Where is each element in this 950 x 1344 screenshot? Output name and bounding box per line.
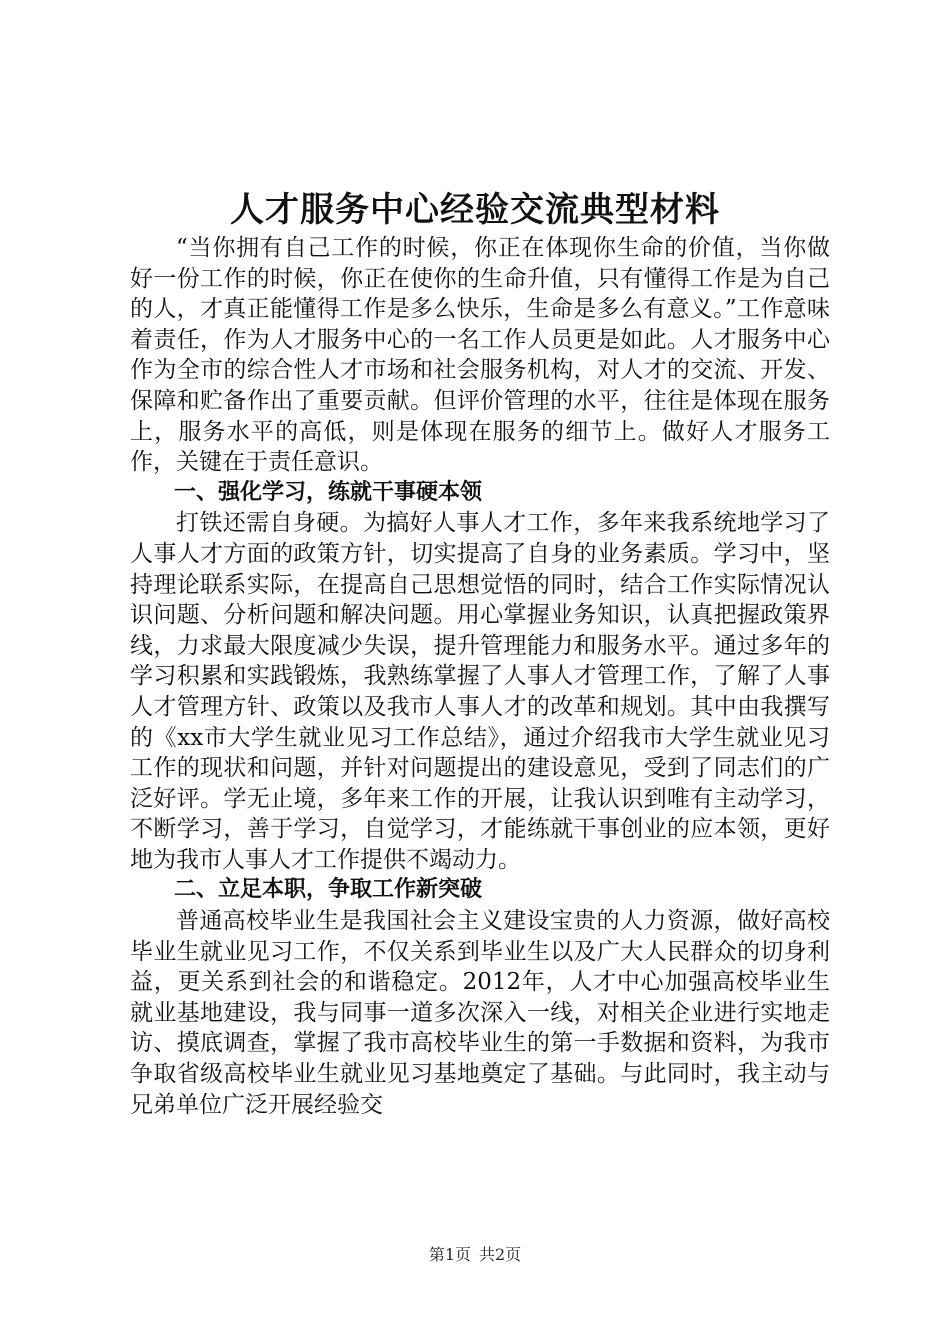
- section-1-paragraph: 打铁还需自身硬。为搞好人事人才工作，多年来我系统地学习了人事人才方面的政策方针，切实提高了自身的业务素质。学习中，坚持理论联系实际，在提高自己思想觉悟的同时，结合工作实际情况认识问题、分析问题和解决问题。用心掌握业务知识，认真把握政策界线，力求最大限度减少失误，提升管理能力和服务水平。通过多年的学习积累和实践锻炼，我熟练掌握了人事人才管理工作，了解了人事人才管理方针、政策以及我市人事人才的改革和规划。其中由我撰写的《xx市大学生就业见习工作总结》，通过介绍我市大学生就业见习工作的现状和问题，并针对问题提出的建设意见，受到了同志们的广泛好评。学无止境，多年来工作的开展，让我认识到唯有主动学习，不断学习，善于学习，自觉学习，才能练就干事创业的应本领，更好地为我市人事人才工作提供不竭动力。: [130, 510, 830, 873]
- section-2-paragraph: 普通高校毕业生是我国社会主义建设宝贵的人力资源，做好高校毕业生就业见习工作，不仅关系到毕业生以及广大人民群众的切身利益，更关系到社会的和谐稳定。2012年，人才中心加强高校毕业生就业基地建设，我与同事一道多次深入一线，对相关企业进行实地走访、摸底调查，掌握了我市高校毕业生的第一手数据和资料，为我市争取省级高校毕业生就业见习基地奠定了基础。与此同时，我主动与兄弟单位广泛开展经验交: [130, 908, 830, 1118]
- intro-paragraph: “当你拥有自己工作的时候，你正在体现你生命的价值，当你做好一份工作的时候，你正在使你的生命升值，只有懂得工作是为自己的人，才真正能懂得工作是多么快乐，生命是多么有意义。”工作意味着责任，作为人才服务中心的一名工作人员更是如此。人才服务中心作为全市的综合性人才市场和社会服务机构，对人才的交流、开发、保障和贮备作出了重要贡献。但评价管理的水平，往往是体现在服务上，服务水平的高低，则是体现在服务的细节上。做好人才服务工作，关键在于责任意识。: [130, 235, 830, 476]
- section-2-heading: 二、立足本职，争取工作新突破: [174, 877, 483, 903]
- document-body: [130, 233, 830, 1120]
- section-1-heading: 一、强化学习，练就干事硬本领: [174, 479, 483, 505]
- page-number: 第1页: [428, 1245, 471, 1264]
- page-footer: [0, 1244, 950, 1266]
- document-title: 人才服务中心经验交流典型材料: [230, 190, 720, 230]
- page-total: 共2页: [479, 1245, 522, 1264]
